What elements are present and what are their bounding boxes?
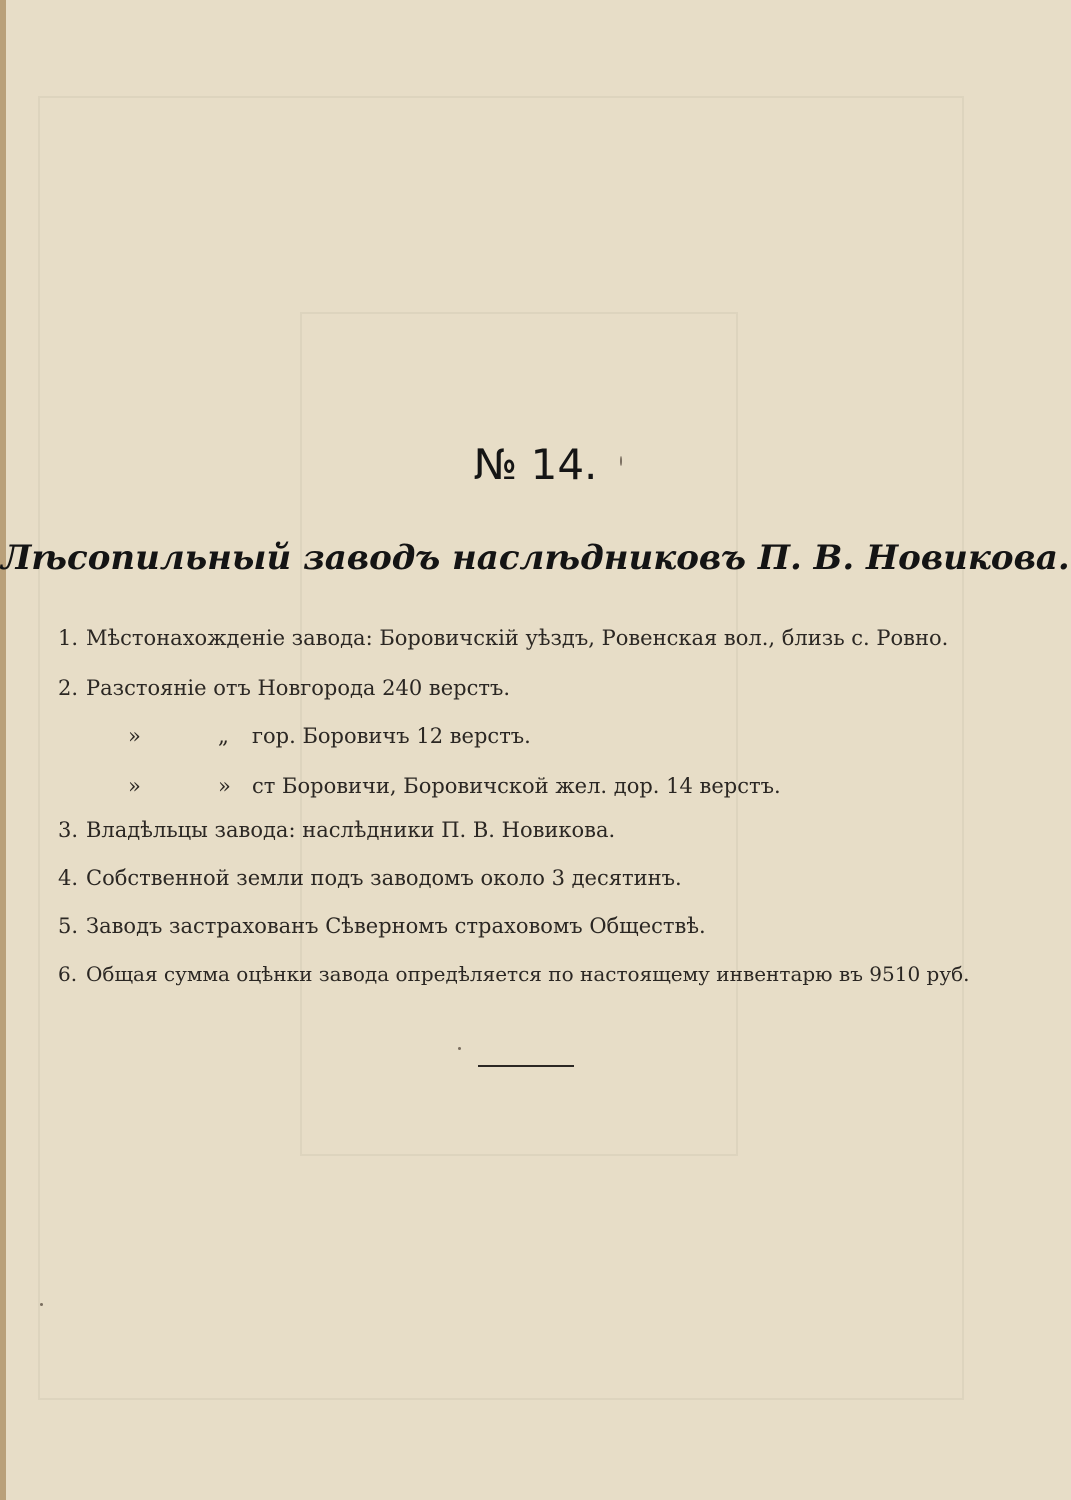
paper-speck [40,1303,43,1306]
item-text: ст Боровичи, Боровичской жел. дор. 14 верстъ. [252,774,781,798]
item-number: 3. [58,818,79,842]
ditto-mark: » [128,774,141,798]
document-title: Лѣсопильный заводъ наслѣдниковъ П. В. Новикова. [1,538,1070,578]
closing-rule [478,1065,574,1067]
paper-speck [458,1047,461,1050]
item-text: Владѣльцы завода: наслѣдники П. В. Новикова. [86,818,616,842]
item-number: 6. [58,962,78,986]
ditto-mark: » [128,724,141,748]
item-text: Разстояніе отъ Новгорода 240 верстъ. [86,676,510,700]
ditto-mark: » [218,774,231,798]
ditto-mark: „ [218,724,229,748]
page-number-heading: № 14. [473,440,598,489]
item-text: Общая сумма оцѣнки завода опредѣляется по настоящему инвентарю въ 9510 руб. [86,962,970,986]
item-number: 5. [58,914,79,938]
paper-speck [620,456,622,466]
item-number: 4. [58,866,79,890]
item-text: Мѣстонахожденіе завода: Боровичскій уѣздъ, Ровенская вол., близь с. Ровно. [86,626,949,650]
item-text: Собственной земли подъ заводомъ около 3 десятинъ. [86,866,682,890]
item-number: 2. [58,676,79,700]
item-number: 1. [58,626,79,650]
item-text: гор. Боровичъ 12 верстъ. [252,724,531,748]
item-text: Заводъ застрахованъ Сѣверномъ страховомъ Обществѣ. [86,914,706,938]
page-spine [0,0,6,1500]
